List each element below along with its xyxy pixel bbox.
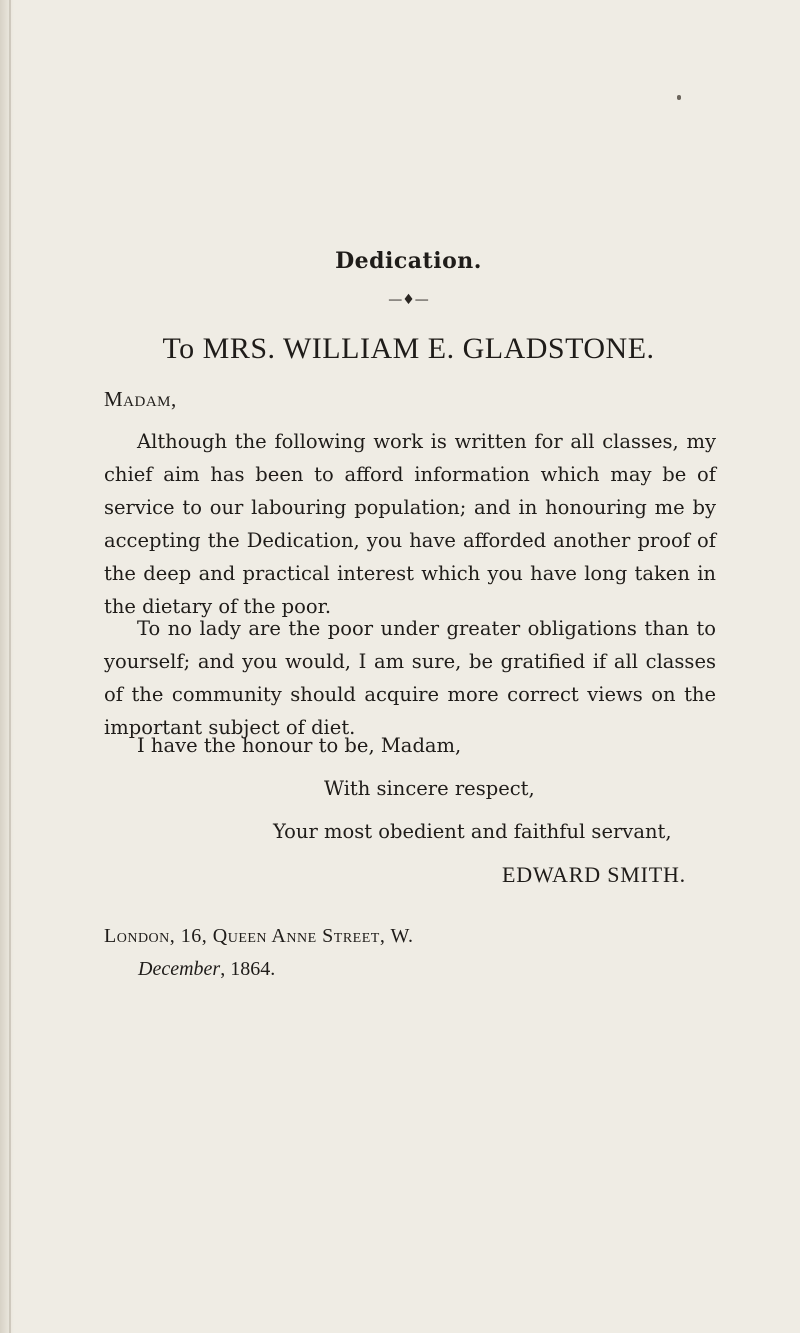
addressee-line: To MRS. WILLIAM E. GLADSTONE. [162,332,655,365]
closing-line-1: I have the honour to be, Madam, [137,734,462,757]
page-heading: Dedication. [335,248,482,274]
dedication-page [96,0,721,1333]
ornament-glyph: —♦— [388,292,429,308]
place-line: London, 16, Queen Anne Street, W. [104,925,414,947]
salutation: Madam, [104,387,177,411]
date-line [138,958,275,981]
paragraph-2: To no lady are the poor under greater obligations than to yourself; and you would, I am sure, be gratified if all classes of the community should acquire more correct views on the important subject of diet. [104,617,716,739]
closing-line-2: With sincere respect, [324,777,535,800]
signature: EDWARD SMITH. [502,862,686,887]
ornament-divider [96,292,721,308]
date-year: , 1864. [220,958,276,980]
page-edge [0,0,14,1333]
date-month: December [138,958,221,980]
paragraph-1: Although the following work is written for all classes, my chief aim has been to afford information which may be of service to our labouring population; and in honouring me by accepting the Dedication, you have afforded another proof of the deep and practical interest which you have long taken in the dietary of the poor. [104,430,716,618]
closing-line-3: Your most obedient and faithful servant, [273,820,672,843]
gutter-line [9,0,11,1333]
